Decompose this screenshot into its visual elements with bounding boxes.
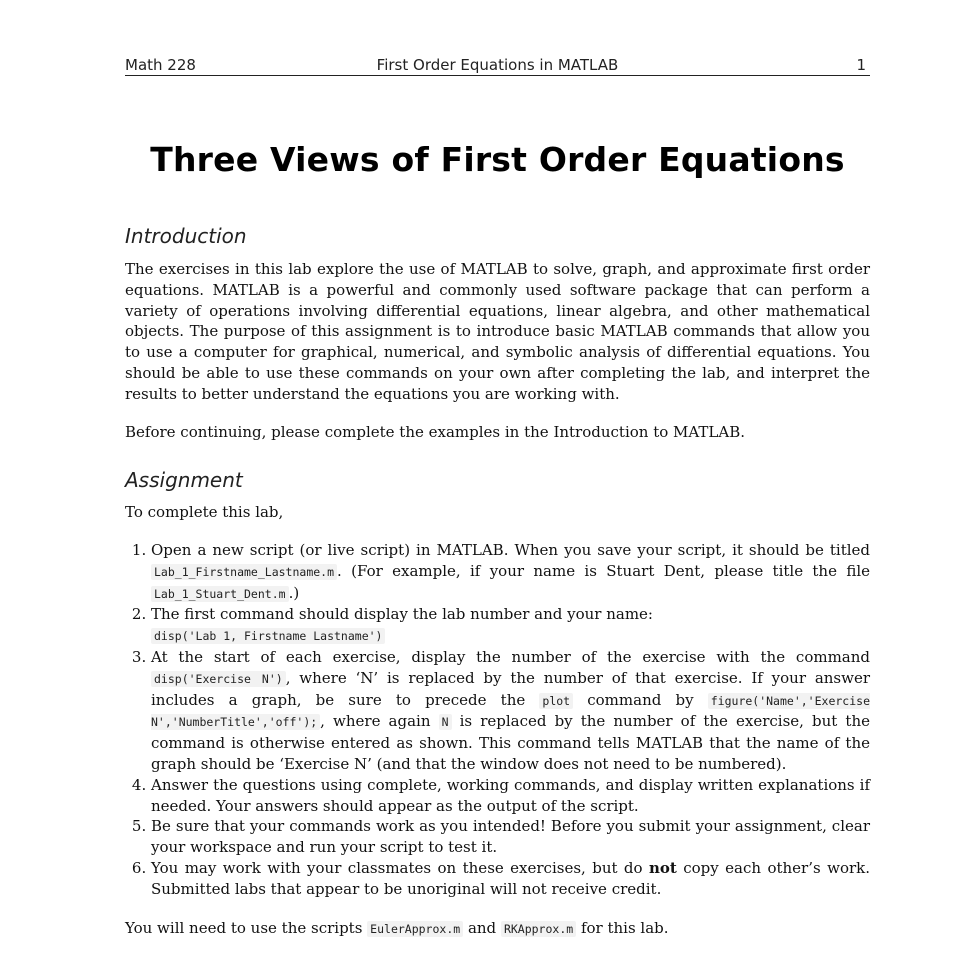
code-rk-script: RKApprox.m xyxy=(501,921,576,937)
code-plot: plot xyxy=(539,693,573,709)
running-header xyxy=(125,55,870,76)
header-title: First Order Equations in MATLAB xyxy=(376,56,619,74)
list-item: 1. Open a new script (or live script) in MATLAB. When you save your script, it should be titled Lab_1_Firstname_Lastname.m . (For example, if your name is Stuart Dent, please title the file Lab_1_Stuart_Dent.m .) xyxy=(151,540,870,604)
code-filename-template: Lab_1_Firstname_Lastname.m xyxy=(151,564,337,580)
document-title: Three Views of First Order Equations xyxy=(150,140,845,179)
list-item: 4. Answer the questions using complete, working commands, and display written explanations if needed. Your answers should appear as the output of the script. xyxy=(151,775,870,817)
assignment-list xyxy=(125,540,870,900)
code-disp-exercise: disp('Exercise N') xyxy=(151,671,286,687)
emphasis-not: not xyxy=(648,858,677,877)
code-figure: figure('Name','Exercise N','NumberTitle','off'); xyxy=(151,693,870,730)
code-euler-script: EulerApprox.m xyxy=(367,921,463,937)
assignment-heading: Assignment xyxy=(125,468,243,492)
list-item: 2. The first command should display the lab number and your name: disp('Lab 1, Firstname Lastname') xyxy=(151,604,870,647)
code-filename-example: Lab_1_Stuart_Dent.m xyxy=(151,586,289,602)
page-number: 1 xyxy=(856,56,866,74)
list-item: 5. Be sure that your commands work as you intended! Before you submit your assignment, clear your workspace and run your script to test it. xyxy=(151,816,870,858)
introduction-heading: Introduction xyxy=(125,224,247,248)
introduction-note: Before continuing, please complete the examples in the Introduction to MATLAB. xyxy=(125,423,745,441)
assignment-intro: To complete this lab, xyxy=(125,503,284,521)
list-item: 3. At the start of each exercise, display the number of the exercise with the command disp('Exercise N') , where ‘N’ is replaced by the number of that exercise. If your answer includes a graph, be sure to precede the plot command by figure('Name','Exercise N','NumberTitle','off'); , where again N is replaced by the number of the exercise, but the command is otherwise entered as shown. This command tells MATLAB that the name of the graph should be ‘Exercise N’ (and that the window does not need to be numbered). xyxy=(151,647,870,775)
course-label: Math 228 xyxy=(125,56,196,74)
scripts-note: You will need to use the scripts EulerApprox.m and RKApprox.m for this lab. xyxy=(125,919,669,937)
code-disp-lab: disp('Lab 1, Firstname Lastname') xyxy=(151,628,385,644)
code-n: N xyxy=(439,714,452,730)
introduction-paragraph: The exercises in this lab explore the use of MATLAB to solve, graph, and approximate first order equations. MATLAB is a powerful and commonly used software package that can perform a variety of operations involving differential equations, linear algebra, and other mathematical objects. The purpose of this assignment is to introduce basic MATLAB commands that allow you to use a computer for graphical, numerical, and symbolic analysis of differential equations. You should be able to use these commands on your own after completing the lab, and interpret the results to better understand the equations you are working with. xyxy=(125,260,870,403)
list-item: 6. You may work with your classmates on these exercises, but do not copy each other’s work. Submitted labs that appear to be unoriginal will not receive credit. xyxy=(151,858,870,900)
